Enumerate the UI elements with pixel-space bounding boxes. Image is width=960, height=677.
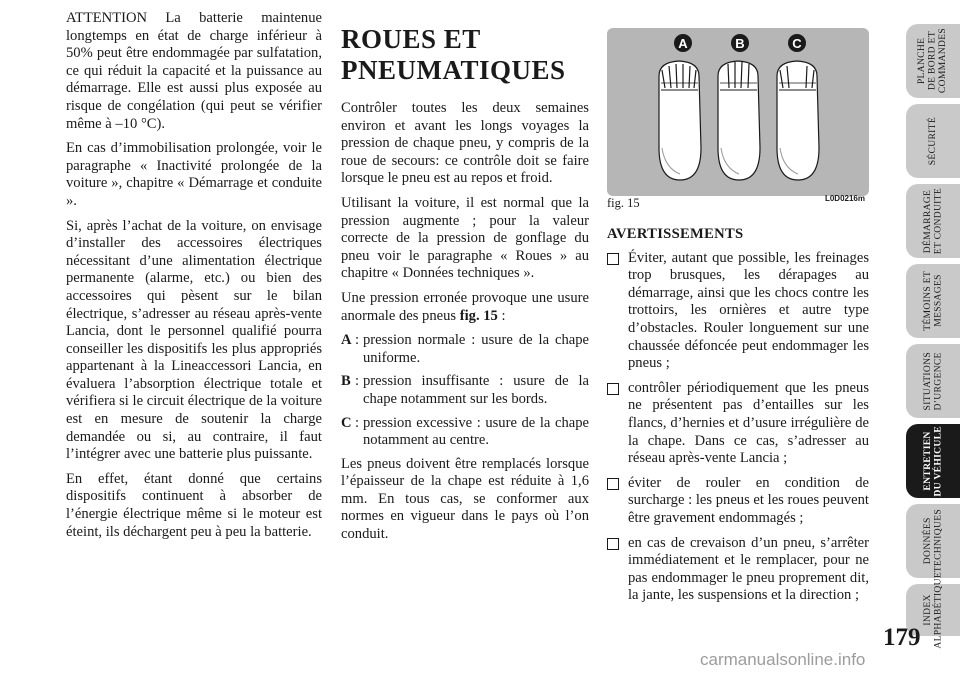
svg-text:B: B — [735, 36, 745, 51]
tire-a — [659, 61, 701, 180]
discharge-paragraph: En effet, étant donné que certains dispositifs continuent à absorber de l’énergie électrique même si le moteur est éteint, ils déchargent peu à peu la batterie. — [66, 470, 322, 540]
tab-temoins[interactable] — [906, 264, 960, 338]
badge-a — [674, 34, 692, 52]
warning-item — [607, 250, 869, 373]
page-number: 179 — [883, 624, 921, 651]
warning-text: éviter de rouler en condition de surcharge : les pneus et les roues peuvent être gravement endommagés ; — [628, 474, 869, 526]
figure-caption — [607, 196, 869, 211]
tab-situations-urgence[interactable] — [906, 344, 960, 418]
definition-item-c — [341, 415, 589, 450]
definition-item-a — [341, 332, 589, 367]
badge-c — [788, 34, 806, 52]
tab-securite[interactable] — [906, 104, 960, 178]
tab-label: DÉMARRAGE ET CONDUITE — [921, 187, 943, 255]
tire-c — [777, 61, 819, 180]
figure-caption-label: fig. 15 — [607, 196, 640, 210]
tire-b — [718, 61, 760, 180]
definition-label: B — [341, 373, 351, 390]
tab-label: ENTRETIEN DU VÉHICULE — [921, 425, 943, 497]
tab-demarrage[interactable] — [906, 184, 960, 258]
tab-donnees-techniques[interactable] — [906, 504, 960, 578]
warning-text: en cas de crevaison d’un pneu, s’arrêter immédiatement et le remplacer, pour ne pas endommager le pneu proprement dit, la jante, les suspensions et la direction ; — [628, 534, 869, 604]
replacement-paragraph: Les pneus doivent être remplacés lorsque l’épaisseur de la chape est réduite à 1,6 mm. En tous cas, se conformer aux normes en vigueur dans le pays où l’on conduit. — [341, 455, 589, 543]
figure-code: L0D0216m — [824, 194, 865, 203]
tab-label: PLANCHE DE BORD ET COMMANDES — [916, 28, 949, 94]
warnings-heading: AVERTISSEMENTS — [607, 226, 744, 242]
checkbox-bullet-icon — [607, 478, 619, 490]
figure-reference: fig. 15 — [459, 307, 498, 324]
definition-label: C — [341, 414, 352, 431]
tire-wear-figure — [607, 28, 869, 196]
tire-wear-illustration — [607, 28, 869, 196]
definition-item-b — [341, 373, 589, 408]
svg-text:A: A — [678, 36, 688, 51]
section-title-line2: PNEUMATIQUES — [341, 55, 566, 85]
warning-item — [607, 535, 869, 605]
intro-paragraph-1: Contrôler toutes les deux semaines environ et avant les longs voyages la pression de chaque pneu, y compris de la roue de secours: ce contrôle doit se faire lorsque le pneu est au repos et froid. — [341, 100, 589, 187]
intro3-end: : — [497, 307, 506, 324]
checkbox-bullet-icon — [607, 538, 619, 550]
warning-item — [607, 380, 869, 468]
badge-b — [731, 34, 749, 52]
section-title-line1: ROUES ET — [341, 24, 481, 54]
intro3-text: Une pression erronée provoque une usure anormale des pneus — [341, 289, 589, 324]
middle-column — [341, 24, 589, 551]
definition-colon: : — [354, 332, 360, 349]
immobilisation-paragraph: En cas d’immobilisation prolongée, voir le paragraphe « Inactivité prolongée de la voiture », chapitre « Démarrage et conduite ». — [66, 140, 322, 209]
checkbox-bullet-icon — [607, 253, 619, 265]
warning-text: Éviter, autant que possible, les freinages trop brusques, les dérapages au démarrage, ainsi que les chocs contre les trottoirs, les ornières et autre type d’obstacles. Rouler longuement sur une chaussée défoncée peut endommager les pneus ; — [628, 249, 869, 372]
definition-text: pression normale : usure de la chape uniforme. — [363, 332, 589, 366]
right-column — [607, 226, 869, 612]
left-column — [66, 10, 322, 548]
definition-colon: : — [354, 414, 360, 431]
tab-planche-de-bord[interactable] — [906, 24, 960, 98]
tab-label: SITUATIONS D’URGENCE — [921, 351, 943, 411]
watermark: carmanualsonline.info — [700, 650, 866, 669]
tab-label: SÉCURITÉ — [926, 116, 938, 166]
definition-label: A — [341, 332, 352, 349]
definition-text: pression insuffisante : usure de la chape notamment sur les bords. — [363, 373, 589, 407]
tab-entretien[interactable] — [906, 424, 960, 498]
intro-paragraph-3 — [341, 290, 589, 325]
tab-label: DONNÉES TECHNIQUES — [921, 509, 943, 573]
definition-colon: : — [354, 373, 360, 390]
definition-text: pression excessive : usure de la chape notamment au centre. — [363, 414, 589, 449]
accessories-paragraph: Si, après l’achat de la voiture, on envisage d’installer des accessoires électriques nécessitant d’une alimentation électrique permanente (alarme, etc.) ou bien des accessoires qui pèsent sur le bilan électrique, s’adresser au réseau après-vente Lancia, dont le personnel qualifié pourra conseiller les dispositifs les plus appropriés appartenant à la Lineaccessori Lancia, en évaluera l’absorption électrique totale et vérifiera si le circuit électrique de la voiture est en mesure de soutenir la charge demandée ou si, au contraire, il faut l’intégrer avec une batterie plus puissante. — [66, 217, 322, 463]
intro-paragraph-2: Utilisant la voiture, il est normal que la pression augmente ; pour la valeur correcte de la pression de gonflage du pneu voir le paragraphe « Roues » au chapitre « Données techniques ». — [341, 194, 589, 282]
checkbox-bullet-icon — [607, 383, 619, 395]
battery-attention-paragraph: ATTENTION La batterie maintenue longtemps en état de charge inférieur à 50% peut être endommagée par sulfatation, ce qui réduit la capacité et la puissance au démarrage. Elle est aussi plus exposée au risque de congélation (qui peut se vérifier même à –10 °C). — [66, 10, 322, 132]
tab-label: TÉMOINS ET MESSAGES — [921, 271, 943, 331]
warning-item — [607, 475, 869, 528]
svg-text:C: C — [792, 36, 802, 51]
chapter-sidebar — [902, 0, 960, 677]
section-title — [341, 24, 589, 86]
tab-label: INDEX ALPHABÉTIQUE — [921, 571, 943, 649]
warning-text: contrôler périodiquement que les pneus ne présentent pas d’entailles sur les flancs, d’hernies et d’usure irrégulière de la chape. Dans ce cas, s’adresser au réseau après-vente Lancia ; — [628, 379, 869, 467]
